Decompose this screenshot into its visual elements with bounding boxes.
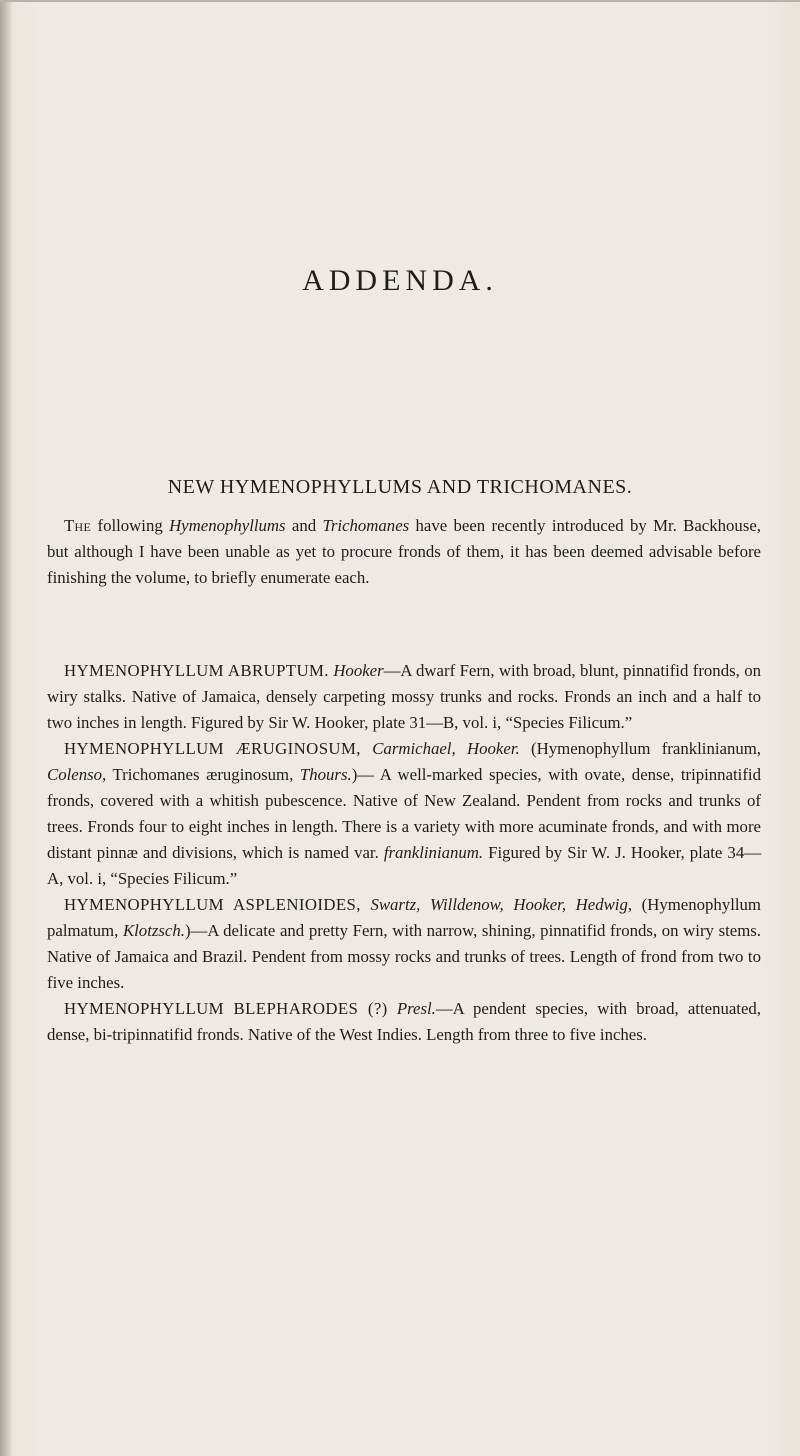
section-title: NEW HYMENOPHYLLUMS AND TRICHOMANES. bbox=[167, 476, 633, 498]
intro-paragraph: The following Hymenophyllums and Trichomanes have been recently introduced by Mr. Backhouse, but although I have been unable as yet to procure fronds of them, it has been deemed advisable before finishing the volume, to briefly enumerate each. bbox=[47, 516, 761, 587]
species-entry-asplenioides: HYMENOPHYLLUM ASPLENIOIDES, Swartz, Willdenow, Hooker, Hedwig, (Hymenophyllum palmatum, Klotzsch.)—A delicate and pretty Fern, with narrow, shining, pinnatifid fronds, on wiry stems. Native of Jamaica and Brazil. Pendent from mossy rocks and trunks of trees. Length of frond from two to five inches. bbox=[47, 895, 761, 992]
species-name: HYMENOPHYLLUM ABRUPTUM. bbox=[64, 661, 329, 680]
species-name: HYMENOPHYLLUM BLEPHARODES (?) bbox=[64, 999, 388, 1018]
intro-lead-word: The bbox=[64, 516, 92, 535]
species-description: —A pendent species, with broad, attenuated, dense, bi-tripinnatifid fronds. Native of the West Indies. Length from three to five inches. bbox=[47, 999, 761, 1044]
species-authority: Carmichael, Hooker. bbox=[372, 739, 520, 758]
species-authority: Hooker bbox=[333, 661, 384, 680]
species-entry-aeruginosum: HYMENOPHYLLUM ÆRUGINOSUM, Carmichael, Hooker. (Hymenophyllum franklinianum, Colenso, Trichomanes æruginosum, Thours.)— A well-marked species, with ovate, dense, tripinnatifid fronds, covered with a whitish pubescence. Native of New Zealand. Pendent from rocks and trunks of trees. Fronds four to eight inches in length. There is a variety with more acuminate fronds, and with more distant pinnæ and divisions, which is named var. franklinianum. Figured by Sir W. J. Hooker, plate 34—A, vol. i, “Species Filicum.” bbox=[47, 739, 761, 888]
binding-shadow bbox=[0, 0, 12, 1456]
species-name: HYMENOPHYLLUM ASPLENIOIDES, bbox=[64, 895, 361, 914]
species-authority: Swartz, Willdenow, Hooker, Hedwig, bbox=[370, 895, 633, 914]
intro-term-trichomanes: Trichomanes bbox=[322, 516, 410, 535]
species-entry-blepharodes bbox=[47, 996, 761, 1048]
page-heading: ADDENDA. bbox=[302, 264, 498, 297]
intro-term-hymenophyllums: Hymenophyllums bbox=[169, 516, 286, 535]
species-entry-abruptum bbox=[47, 658, 761, 736]
species-name: HYMENOPHYLLUM ÆRUGINOSUM, bbox=[64, 739, 361, 758]
species-description: —A dwarf Fern, with broad, blunt, pinnatifid fronds, on wiry stalks. Native of Jamaica, densely carpeting mossy trunks and rocks. Fronds an inch and a half to two inches in length. Figured by Sir W. Hooker, plate 31—B, vol. i, “Species Filicum.” bbox=[47, 661, 762, 732]
species-authority: Presl. bbox=[396, 999, 436, 1018]
page-top-edge bbox=[0, 0, 800, 2]
species-entries bbox=[47, 658, 761, 1048]
